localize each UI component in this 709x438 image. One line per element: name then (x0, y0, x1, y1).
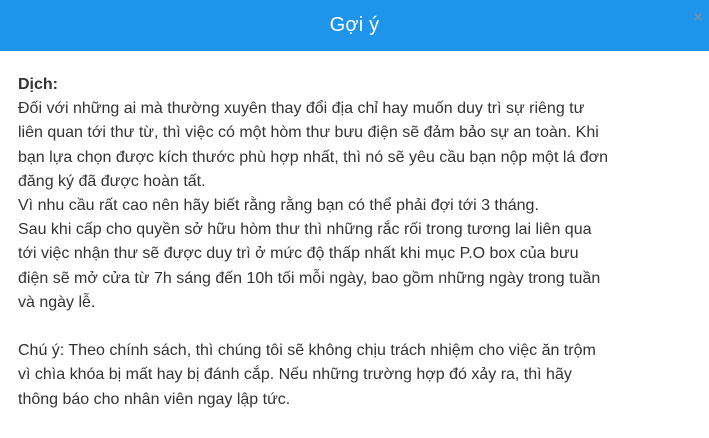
translation-line: liên quan tới thư từ, thì việc có một hòm thư bưu điện sẽ đảm bảo sự an toàn. Khi (18, 124, 599, 142)
translation-line: đăng ký đã được hoàn tất. (18, 172, 206, 190)
dialog-content (0, 51, 709, 412)
note-line: vì chìa khóa bị mất hay bị đánh cắp. Nếu những trường hợp đó xảy ra, thì hãy (18, 366, 572, 384)
translation-line: Đối với những ai mà thường xuyên thay đổi địa chỉ hay muốn duy trì sự riêng tư (18, 100, 585, 118)
translation-line: bạn lựa chọn được kích thước phù hợp nhất, thì nó sẽ yêu cầu bạn nộp một lá đơn (18, 148, 609, 166)
translation-line: Vì nhu cầu rất cao nên hãy biết rằng rằng bạn có thể phải đợi tới 3 tháng. (18, 197, 539, 215)
translation-line: và ngày lễ. (18, 293, 96, 311)
note-line: thông báo cho nhân viên ngay lập tức. (18, 390, 291, 408)
dialog-title: Gợi ý (329, 14, 380, 36)
close-icon[interactable]: × (693, 9, 703, 26)
translation-line: tới việc nhận thư sẽ được duy trì ở mức độ thấp nhất khi mục P.O box của bưu (18, 245, 579, 263)
translation-line: điện sẽ mở cửa từ 7h sáng đến 10h tối mỗi ngày, bao gồm những ngày trong tuần (18, 269, 601, 287)
note-line: Chú ý: Theo chính sách, thì chúng tôi sẽ không chịu trách nhiệm cho việc ăn trộm (18, 342, 596, 360)
translation-line: Sau khi cấp cho quyền sở hữu hòm thư thì những rắc rối trong tương lai liên qua (18, 221, 592, 239)
paragraph-spacer (18, 315, 691, 339)
dialog-header (0, 0, 709, 51)
translation-heading: Dịch: (18, 76, 58, 93)
